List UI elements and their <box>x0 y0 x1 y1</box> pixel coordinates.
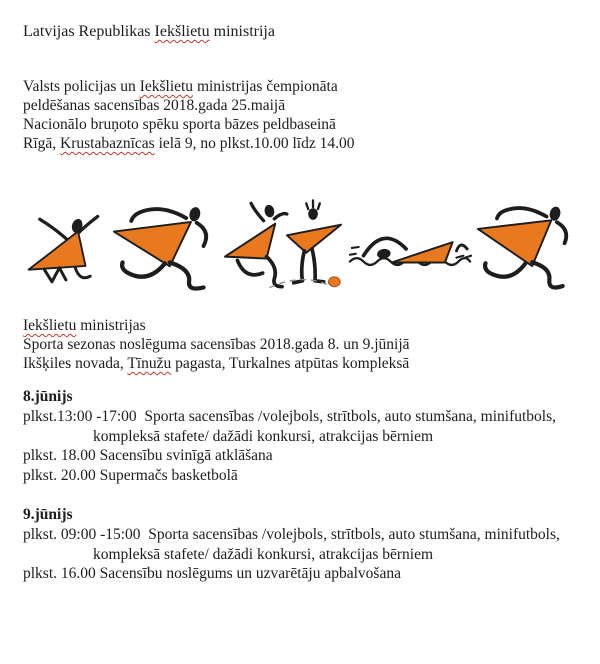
text-line <box>23 354 576 373</box>
page-title <box>23 22 576 42</box>
text-segment: Sporta sezonas noslēguma sacensības 2018.gada 8. un 9.jūnijā <box>23 336 410 353</box>
text-segment: Latvijas Republikas <box>23 23 155 40</box>
text-line <box>23 134 576 153</box>
schedule-line: plkst. 09:00 -15:00 Sporta sacensības /volejbols, strītbols, auto stumšana, minifutbols, <box>23 526 560 543</box>
second-event-paragraph <box>23 316 576 373</box>
running-athlete-icon <box>111 201 217 293</box>
day2-entries <box>23 525 576 584</box>
misspelled-word: Iekšlietu <box>154 23 210 40</box>
text-segment: Ikšķiles novada, <box>23 355 128 372</box>
misspelled-word: Tīnužu <box>127 355 172 372</box>
schedule-line: plkst. 16.00 Sacensību noslēgums un uzvarētāju apbalvošana <box>23 565 401 582</box>
text-segment: ministrija <box>209 23 275 40</box>
misspelled-word: Iekšlietu <box>23 317 77 334</box>
text-segment: Rīgā, <box>23 135 61 152</box>
football-players-icon <box>221 197 345 293</box>
text-segment: ministrijas <box>76 317 146 334</box>
intro-paragraph <box>23 77 576 153</box>
text-segment: peldēšanas sacensības 2018.gada 25.maijā <box>23 97 286 114</box>
misspelled-word: Krustabaznīcas <box>60 135 155 152</box>
day2-schedule <box>23 505 576 584</box>
text-line <box>23 77 576 96</box>
day1-heading: 8.jūnijs <box>23 388 73 405</box>
text-line <box>23 22 576 42</box>
running-athlete-icon <box>476 201 576 293</box>
day2-heading: 9.jūnijs <box>23 506 73 523</box>
schedule-line: plkst.13:00 -17:00 Sporta sacensības /volejbols, strītbols, auto stumšana, minifutbols, <box>23 408 556 425</box>
text-line <box>23 335 576 354</box>
text-segment: ielā 9, no plkst.10.00 līdz 14.00 <box>154 135 355 152</box>
text-segment: ministrijas čempionāta <box>193 78 338 95</box>
schedule-line-continuation: kompleksā stafete/ dažādi konkursi, atrakcijas bērniem <box>93 427 434 445</box>
text-segment: Valsts policijas un <box>23 78 140 95</box>
text-line <box>23 316 576 335</box>
schedule-line: plkst. 20.00 Supermačs basketbolā <box>23 466 238 484</box>
schedule-line: plkst. 18.00 Sacensību svinīgā atklāšana <box>23 447 273 464</box>
sports-pictogram-strip <box>23 197 576 293</box>
schedule-line-continuation: kompleksā stafete/ dažādi konkursi, atrakcijas bērniem <box>93 545 434 563</box>
text-segment: pagasta, Turkalnes atpūtas kompleksā <box>171 355 410 372</box>
misspelled-word: Iekšlietu <box>139 78 194 95</box>
text-line <box>23 115 576 134</box>
jumping-athlete-icon <box>23 209 107 293</box>
day1-schedule <box>23 387 576 485</box>
day1-entries <box>23 407 576 485</box>
text-line <box>23 96 576 115</box>
text-segment: Nacionālo bruņoto spēku sporta bāzes peldbaseinā <box>23 116 336 133</box>
swimmer-icon <box>348 215 472 279</box>
